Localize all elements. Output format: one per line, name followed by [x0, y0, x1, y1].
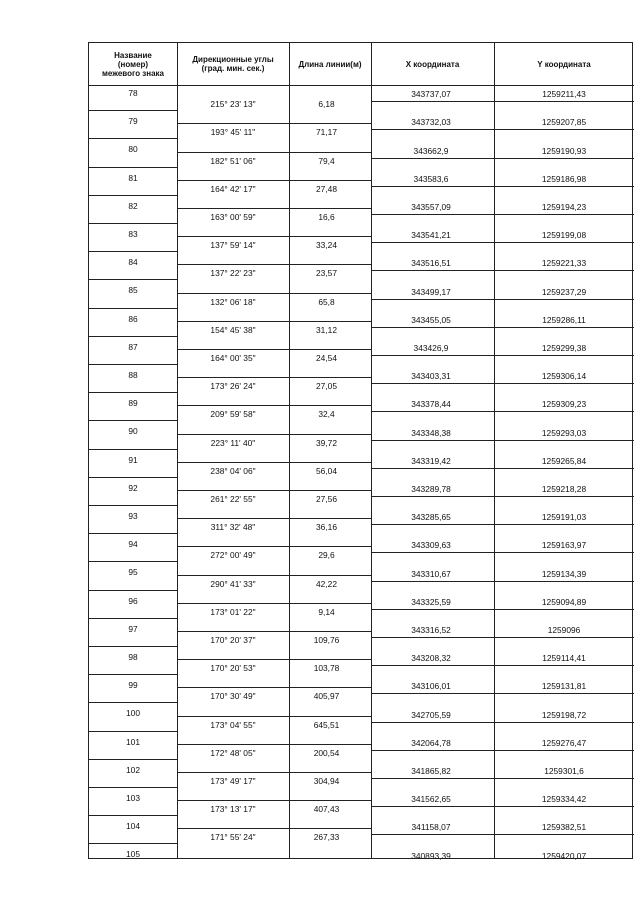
row-divider: [89, 138, 177, 139]
row-divider: [177, 687, 371, 688]
row-divider: [89, 561, 177, 562]
y-coordinate: 1259420,07: [541, 850, 587, 861]
direction-angle: 173° 49' 17": [210, 775, 256, 786]
row-divider: [371, 242, 634, 243]
row-divider: [371, 129, 634, 130]
y-coordinate: 1259199,08: [541, 230, 587, 241]
x-coordinate: 341562,65: [411, 794, 451, 805]
x-coordinate: 343106,01: [411, 681, 451, 692]
row-divider: [89, 251, 177, 252]
row-divider: [371, 299, 634, 300]
y-coordinate: 1259334,42: [541, 794, 587, 805]
y-coordinate: 1259190,93: [541, 145, 587, 156]
line-length: 23,57: [316, 268, 337, 279]
point-name: 88: [128, 370, 138, 380]
point-name: 86: [128, 313, 138, 324]
direction-angle: 171° 55' 24": [210, 832, 256, 843]
point-name: 97: [128, 623, 138, 634]
x-coordinate: 343378,44: [411, 399, 451, 410]
direction-angle: 209° 59' 58": [210, 409, 256, 420]
x-coordinate: 343455,05: [411, 314, 451, 325]
row-divider: [177, 575, 371, 576]
column-divider: [494, 43, 495, 858]
coordinates-table: [88, 42, 633, 859]
row-divider: [371, 693, 634, 694]
row-divider: [177, 659, 371, 660]
row-divider: [371, 609, 634, 610]
point-name: 78: [128, 88, 138, 98]
y-coordinate: 1259309,23: [541, 399, 587, 410]
direction-angle: 163° 00' 59": [210, 211, 256, 222]
row-divider: [89, 759, 177, 760]
point-name: 100: [126, 708, 140, 719]
row-divider: [177, 800, 371, 801]
row-divider: [371, 440, 634, 441]
row-divider: [89, 646, 177, 647]
row-divider: [177, 828, 371, 829]
y-coordinate: 1259191,03: [541, 512, 587, 523]
direction-angle: 132° 06' 18": [210, 296, 256, 307]
y-coordinate: 1259198,72: [541, 709, 587, 720]
direction-angle: 137° 22' 23": [210, 268, 256, 279]
y-coordinate: 1259301,6: [544, 765, 584, 776]
line-length: 645,51: [313, 719, 340, 730]
row-divider: [371, 581, 634, 582]
row-divider: [371, 411, 634, 412]
row-divider: [371, 214, 634, 215]
row-divider: [89, 590, 177, 591]
y-coordinate: 1259114,41: [542, 653, 586, 664]
point-name: 91: [128, 454, 138, 465]
line-length: 304,94: [313, 775, 340, 786]
x-coordinate: 343662,9: [413, 145, 449, 156]
line-length: 16,6: [318, 211, 335, 222]
header-point-name: Название (номер) межевого знака: [89, 43, 177, 86]
row-divider: [371, 496, 634, 497]
y-coordinate: 1259134,39: [541, 568, 587, 579]
row-divider: [371, 552, 634, 553]
x-coordinate: 342064,78: [411, 737, 451, 748]
direction-angle: 193° 45' 11": [210, 127, 256, 138]
row-divider: [89, 533, 177, 534]
point-name: 95: [128, 567, 138, 578]
row-divider: [89, 702, 177, 703]
row-divider: [371, 778, 634, 779]
line-length: 27,48: [316, 183, 337, 194]
x-coordinate: 341158,07: [411, 822, 451, 833]
x-coordinate: 343348,38: [411, 427, 451, 438]
point-name: 90: [128, 426, 138, 437]
row-divider: [89, 505, 177, 506]
point-name: 92: [128, 482, 138, 493]
line-length: 71,17: [316, 127, 337, 138]
row-divider: [89, 815, 177, 816]
point-name: 96: [128, 595, 138, 606]
x-coordinate: 340893,39: [411, 850, 451, 861]
column-divider: [371, 43, 372, 858]
point-name: 93: [128, 511, 138, 521]
direction-angle: 223° 11' 40": [210, 437, 256, 448]
y-coordinate: 1259276,47: [541, 737, 587, 748]
line-length: 405,97: [313, 691, 340, 702]
point-name: 87: [128, 341, 138, 352]
y-coordinate: 1259265,84: [541, 455, 587, 466]
line-length: 79,4: [318, 155, 335, 166]
row-divider: [177, 744, 371, 745]
row-divider: [371, 383, 634, 384]
row-divider: [89, 223, 177, 224]
row-divider: [89, 336, 177, 337]
y-coordinate: 1259211,43: [542, 89, 586, 100]
row-divider: [177, 123, 371, 124]
row-divider: [177, 180, 371, 181]
line-length: 39,72: [316, 437, 337, 448]
x-coordinate: 343541,21: [411, 230, 451, 241]
line-length: 9,14: [318, 606, 335, 617]
row-divider: [89, 392, 177, 393]
row-divider: [177, 349, 371, 350]
x-coordinate: 343583,6: [413, 173, 449, 184]
point-name: 104: [126, 821, 140, 832]
line-length: 109,76: [313, 634, 340, 645]
row-divider: [89, 110, 177, 111]
line-length: 32,4: [318, 409, 335, 420]
y-coordinate: 1259299,38: [541, 342, 587, 353]
point-name: 99: [128, 680, 138, 691]
row-divider: [371, 665, 634, 666]
x-coordinate: 343732,03: [411, 117, 451, 128]
point-name: 98: [128, 652, 138, 662]
line-length: 200,54: [313, 747, 340, 758]
y-coordinate: 1259194,23: [541, 201, 587, 212]
row-divider: [177, 631, 371, 632]
row-divider: [89, 843, 177, 844]
direction-angle: 172° 48' 05": [210, 747, 256, 758]
row-divider: [177, 490, 371, 491]
row-divider: [177, 772, 371, 773]
direction-angle: 137° 59' 14": [210, 240, 256, 251]
x-coordinate: 341865,82: [411, 765, 451, 776]
line-length: 24,54: [316, 352, 337, 363]
line-length: 29,6: [318, 550, 335, 561]
point-name: 89: [128, 398, 138, 409]
row-divider: [371, 327, 634, 328]
y-coordinate: 1259237,29: [541, 286, 587, 297]
direction-angle: 182° 51' 06": [210, 155, 256, 166]
line-length: 33,24: [316, 240, 337, 251]
row-divider: [177, 518, 371, 519]
header-direction-angle: Дирекционные углы (град. мин. сек.): [177, 43, 289, 86]
direction-angle: 173° 04' 55": [210, 719, 256, 730]
row-divider: [371, 637, 634, 638]
line-length: 103,78: [313, 663, 340, 674]
x-coordinate: 343310,67: [411, 568, 451, 579]
y-coordinate: 1259293,03: [541, 427, 587, 438]
point-name: 83: [128, 229, 138, 239]
x-coordinate: 343557,09: [411, 201, 451, 212]
direction-angle: 170° 20' 53": [210, 663, 256, 674]
direction-angle: 290° 41' 33": [210, 578, 256, 589]
x-coordinate: 342705,59: [411, 709, 451, 720]
point-name: 84: [128, 257, 138, 268]
row-divider: [177, 546, 371, 547]
line-length: 27,56: [316, 493, 337, 504]
direction-angle: 215° 23' 13": [210, 99, 256, 110]
y-coordinate: 1259131,81: [541, 681, 587, 692]
y-coordinate: 1259094,89: [541, 596, 587, 607]
point-name: 80: [128, 144, 138, 155]
line-length: 36,16: [316, 522, 337, 533]
row-divider: [89, 420, 177, 421]
x-coordinate: 343285,65: [411, 512, 451, 523]
direction-angle: 173° 13' 17": [210, 804, 256, 815]
row-divider: [89, 364, 177, 365]
row-divider: [371, 524, 634, 525]
x-coordinate: 343309,63: [411, 540, 451, 551]
point-name: 103: [126, 793, 140, 803]
point-name: 94: [128, 539, 138, 550]
row-divider: [371, 270, 634, 271]
y-coordinate: 1259286,11: [542, 314, 586, 325]
row-divider: [177, 716, 371, 717]
x-coordinate: 343325,59: [411, 596, 451, 607]
row-divider: [89, 477, 177, 478]
row-divider: [89, 787, 177, 788]
x-coordinate: 343403,31: [411, 371, 451, 382]
row-divider: [177, 462, 371, 463]
x-coordinate: 343208,32: [411, 653, 451, 664]
line-length: 31,12: [316, 324, 337, 335]
x-coordinate: 343316,52: [411, 624, 451, 635]
direction-angle: 261° 22' 55": [210, 493, 256, 504]
point-name: 85: [128, 285, 138, 296]
direction-angle: 164° 00' 35": [210, 352, 256, 363]
row-divider: [89, 449, 177, 450]
row-divider: [89, 195, 177, 196]
row-divider: [177, 208, 371, 209]
line-length: 56,04: [316, 465, 337, 476]
row-divider: [89, 308, 177, 309]
y-coordinate: 1259221,33: [541, 258, 587, 269]
y-coordinate: 1259163,97: [541, 540, 587, 551]
line-length: 27,05: [316, 381, 337, 392]
x-coordinate: 343426,9: [413, 342, 449, 353]
direction-angle: 311° 32' 48": [210, 522, 256, 533]
x-coordinate: 343516,51: [411, 258, 451, 269]
header-y-coordinate: Y координата: [494, 43, 634, 86]
direction-angle: 173° 26' 24": [210, 381, 256, 392]
line-length: 42,22: [316, 578, 337, 589]
row-divider: [177, 434, 371, 435]
line-length: 6,18: [318, 99, 335, 110]
y-coordinate: 1259382,51: [541, 822, 587, 833]
y-coordinate: 1259306,14: [541, 371, 587, 382]
line-length: 407,43: [313, 804, 340, 815]
point-name: 82: [128, 200, 138, 211]
row-divider: [371, 101, 634, 102]
row-divider: [371, 806, 634, 807]
row-divider: [89, 731, 177, 732]
row-divider: [371, 468, 634, 469]
row-divider: [177, 236, 371, 237]
row-divider: [177, 152, 371, 153]
line-length: 267,33: [313, 832, 340, 843]
point-name: 105: [126, 849, 140, 860]
direction-angle: 173° 01' 22": [210, 606, 256, 617]
row-divider: [177, 405, 371, 406]
direction-angle: 170° 20' 37": [210, 634, 256, 645]
row-divider: [371, 722, 634, 723]
row-divider: [89, 674, 177, 675]
point-name: 79: [128, 116, 138, 127]
point-name: 102: [126, 764, 140, 775]
header-line-length: Длина линии(м): [289, 43, 371, 86]
row-divider: [371, 834, 634, 835]
y-coordinate: 1259096: [547, 624, 581, 635]
row-divider: [177, 264, 371, 265]
direction-angle: 164° 42' 17": [210, 183, 256, 194]
direction-angle: 170° 30' 49": [210, 691, 256, 702]
row-divider: [177, 321, 371, 322]
y-coordinate: 1259218,28: [541, 483, 587, 494]
y-coordinate: 1259186,98: [541, 173, 587, 184]
row-divider: [371, 750, 634, 751]
x-coordinate: 343289,78: [411, 483, 451, 494]
row-divider: [371, 158, 634, 159]
point-name: 81: [128, 172, 138, 183]
x-coordinate: 343319,42: [411, 455, 451, 466]
point-name: 101: [126, 736, 140, 747]
y-coordinate: 1259207,85: [541, 117, 587, 128]
row-divider: [89, 279, 177, 280]
line-length: 65,8: [318, 296, 335, 307]
direction-angle: 154° 45' 38": [210, 324, 256, 335]
row-divider: [177, 293, 371, 294]
row-divider: [177, 377, 371, 378]
row-divider: [89, 167, 177, 168]
row-divider: [177, 603, 371, 604]
row-divider: [371, 186, 634, 187]
row-divider: [89, 618, 177, 619]
direction-angle: 272° 00' 49": [210, 550, 256, 561]
header-x-coordinate: X координата: [371, 43, 494, 86]
x-coordinate: 343499,17: [411, 286, 451, 297]
row-divider: [371, 355, 634, 356]
x-coordinate: 343737,07: [411, 89, 451, 100]
direction-angle: 238° 04' 06": [210, 465, 256, 476]
